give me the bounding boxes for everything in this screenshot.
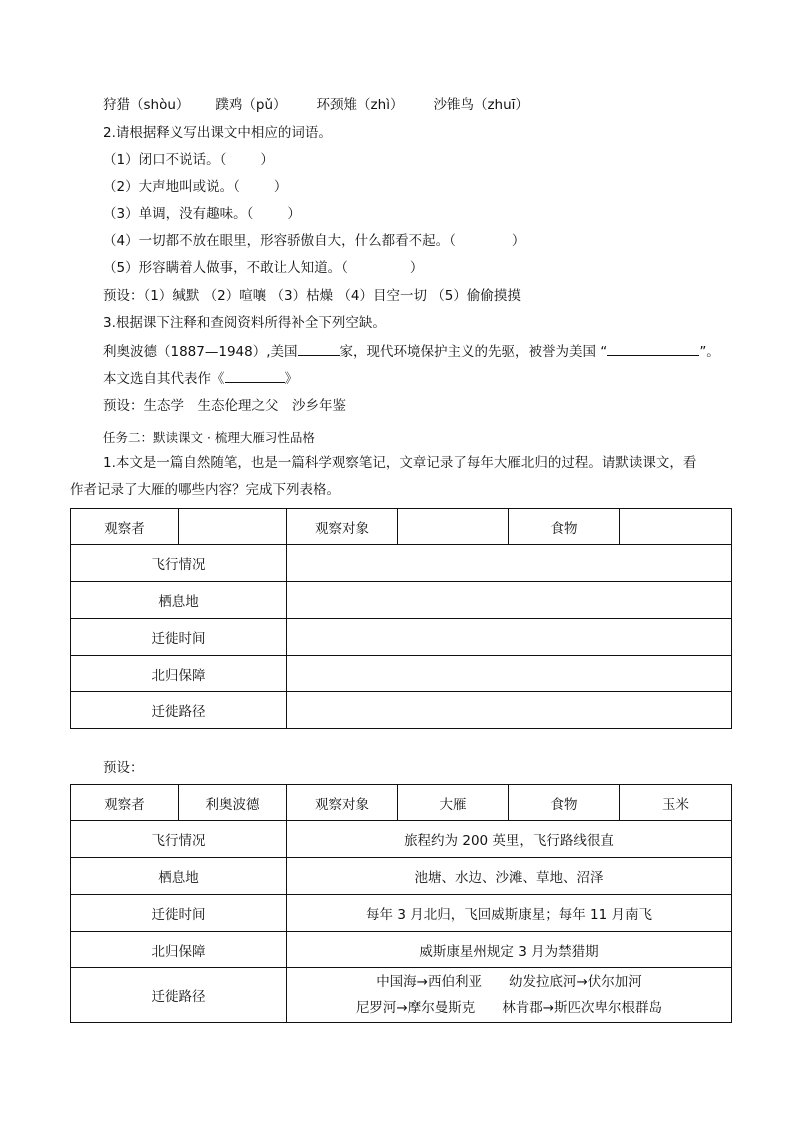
row-label: 飞行情况 <box>71 545 287 582</box>
header-cell: 观察者 <box>71 785 179 821</box>
header-cell: 食物 <box>509 509 620 545</box>
task2-title: 任务二：默读课文 · 梳理大雁习性品格 <box>103 430 315 445</box>
header-cell: 观察者 <box>71 509 179 545</box>
answer-cell[interactable] <box>179 509 287 545</box>
header-cell: 食物 <box>509 785 620 821</box>
table-row <box>71 858 732 895</box>
table-header-row <box>71 509 732 545</box>
value-cell: 威斯康星州规定 3 月为禁猎期 <box>287 932 732 968</box>
table-row <box>71 895 732 932</box>
q3-title: 3.根据课下注释和查阅资料所得补全下列空缺。 <box>103 315 386 331</box>
answer-cell[interactable] <box>287 582 732 619</box>
preset-label: 预设： <box>103 760 144 776</box>
table-row <box>71 656 732 692</box>
q2-item-4: （4）一切都不放在眼里，形容骄傲自大，什么都看不起。（ ） <box>103 233 526 249</box>
value-cell: 池塘、水边、沙滩、草地、沼泽 <box>287 858 732 895</box>
table-row <box>71 619 732 656</box>
q3-answer: 预设：生态学 生态伦理之父 沙乡年鉴 <box>103 398 346 414</box>
vocab-row <box>103 95 529 115</box>
task2-para-line1: 1.本文是一篇自然随笔，也是一篇科学观察笔记，文章记录了每年大雁北归的过程。请默读课文，看 <box>103 455 697 471</box>
row-label: 北归保障 <box>71 656 287 692</box>
row-label: 栖息地 <box>71 858 287 895</box>
q2-item-5: （5）形容瞒着人做事，不敢让人知道。（ ） <box>103 260 424 276</box>
observation-table-answers <box>70 784 732 1023</box>
vocab-item: 环颈雉（zhì） <box>316 97 404 113</box>
table-header-row <box>71 785 732 821</box>
row-label: 迁徙时间 <box>71 619 287 656</box>
row-label: 迁徙时间 <box>71 895 287 932</box>
vocab-item: 沙锥鸟（zhuī） <box>433 97 529 113</box>
row-label: 栖息地 <box>71 582 287 619</box>
value-cell: 玉米 <box>620 785 732 821</box>
q2-item-1: （1）闭口不说话。（ ） <box>103 152 274 168</box>
row-label: 迁徙路径 <box>71 692 287 729</box>
table-row <box>71 821 732 858</box>
row-label: 北归保障 <box>71 932 287 968</box>
q3-line-1: 利奥波德（1887—1948）,美国 家，现代环境保护主义的先驱，被誉为美国 “ ”。 <box>103 341 720 362</box>
answer-cell[interactable] <box>287 692 732 729</box>
table-row <box>71 932 732 968</box>
route-cell <box>287 968 732 1023</box>
value-cell: 利奥波德 <box>179 785 287 821</box>
q2-item-3: （3）单调，没有趣味。（ ） <box>103 206 301 222</box>
answer-cell[interactable] <box>287 545 732 582</box>
q2-answer: 预设：（1）缄默 （2）喧嚷 （3）枯燥 （4）目空一切 （5）偷偷摸摸 <box>103 288 521 304</box>
value-cell: 每年 3 月北归，飞回威斯康星；每年 11 月南飞 <box>287 895 732 932</box>
answer-cell[interactable] <box>287 656 732 692</box>
table-row <box>71 968 732 1023</box>
table-row <box>71 692 732 729</box>
answer-cell[interactable] <box>398 509 509 545</box>
observation-table-blank <box>70 508 732 729</box>
value-cell: 旅程约为 200 英里，飞行路线很直 <box>287 821 732 858</box>
answer-cell[interactable] <box>287 619 732 656</box>
q2-item-2: （2）大声地叫或说。（ ） <box>103 179 288 195</box>
table-row <box>71 545 732 582</box>
row-label: 迁徙路径 <box>71 968 287 1023</box>
vocab-item: 狩猎（shòu） <box>103 97 190 113</box>
answer-cell[interactable] <box>620 509 732 545</box>
q3-line-2: 本文选自其代表作《 》 <box>103 368 298 389</box>
table-row <box>71 582 732 619</box>
route-line: 尼罗河→摩尔曼斯克 林肯郡→斯匹次卑尔根群岛 <box>355 1000 663 1016</box>
header-cell: 观察对象 <box>287 509 398 545</box>
row-label: 飞行情况 <box>71 821 287 858</box>
q2-title: 2.请根据释义写出课文中相应的词语。 <box>103 125 332 141</box>
task2-para-line2: 作者记录了大雁的哪些内容？完成下列表格。 <box>70 482 340 498</box>
header-cell: 观察对象 <box>287 785 398 821</box>
vocab-item: 蹼鸡（pǔ） <box>215 97 287 113</box>
value-cell: 大雁 <box>398 785 509 821</box>
route-line: 中国海→西伯利亚 幼发拉底河→伏尔加河 <box>376 974 642 990</box>
